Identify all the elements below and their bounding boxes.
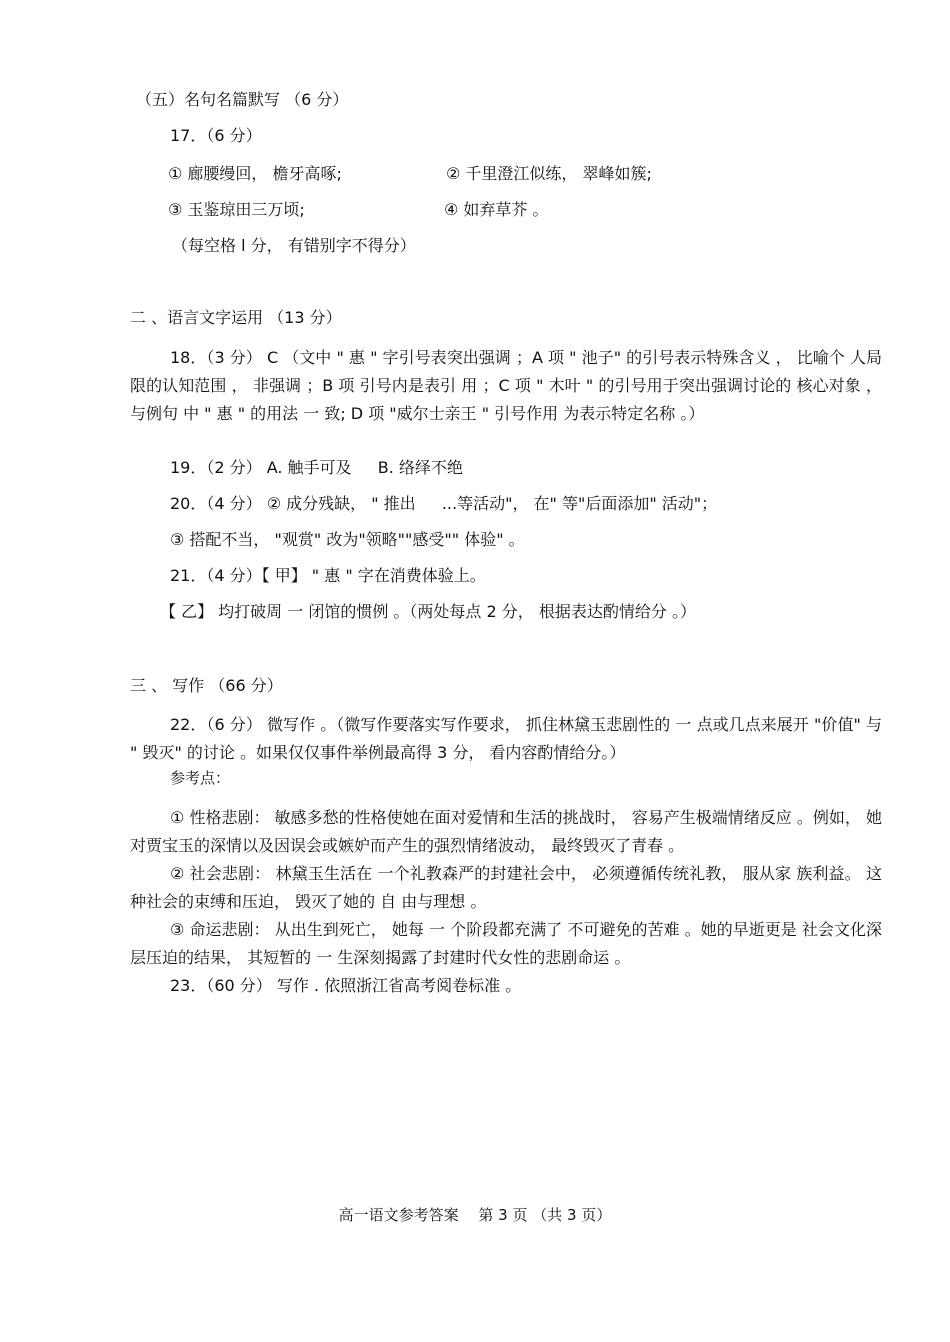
question-23-answer: 23．（60 分） 写作 . 依照浙江省高考阅卷标准 。 xyxy=(170,976,522,995)
question-17-heading: 17．（6 分） xyxy=(170,126,262,145)
question-21-answer-b: 【 乙】 均打破周 一 闭馆的惯例 。（两处每点 2 分， 根据表达酌情给分 。） xyxy=(160,602,696,621)
reference-point-3: ③ 命运悲剧： 从出生到死亡， 她每 一 个阶段都充满了 不可避免的苦难 。她的早逝更是 社会文化深层压迫的结果， 其短暂的 一 生深刻揭露了封建时代女性的悲剧命运 。 xyxy=(130,920,882,967)
answer-17-1: ① 廊腰缦回， 檐牙高啄; xyxy=(168,164,342,183)
question-19-answer: 19．（2 分） A. 触手可及 B. 络绎不绝 xyxy=(170,458,463,477)
question-22-answer: 22．（6 分） 微写作 。（微写作要落实写作要求， 抓住林黛玉悲剧性的 一 点或几点来展开 "价值" 与 " 毁灭" 的讨论 。如果仅仅事件举例最高得 3 分， 看内容酌情给分。） xyxy=(130,715,882,762)
question-18-answer: 18．（3 分） C （文中 " 惠 " 字引号表突出强调 ；A 项 " 池子" 的引号表示特殊含义 ， 比喻个 人局限的认知范围 ， 非强调 ；B 项 引号内是表引 用 ；C 项 " 木叶 " 的引号用于突出强调讨论的 核心对象 ， 与例句 中 " 惠 " 的用法 一 致; D 项 "威尔士亲王 " 引号作用 为表示特定名称 。） xyxy=(130,348,882,423)
answer-17-4: ④ 如弃草芥 。 xyxy=(444,200,549,219)
question-20-answer-b: ③ 搭配不当， "观赏" 改为"领略""感受"" 体验" 。 xyxy=(170,530,525,549)
page-footer: 高一语文参考答案 第 3 页 （共 3 页） xyxy=(338,1206,612,1224)
reference-point-1: ① 性格悲剧： 敏感多愁的性格使她在面对爱情和生活的挑战时， 容易产生极端情绪反应 。例如， 她对贾宝玉的深情以及因误会或嫉妒而产生的强烈情绪波动， 最终毁灭了青春 。 xyxy=(130,808,882,855)
answer-17-3: ③ 玉鉴琼田三万顷; xyxy=(168,200,305,219)
section-five-title: （五）名句名篇默写 （6 分） xyxy=(136,90,349,109)
answer-17-2: ② 千里澄江似练， 翠峰如簇; xyxy=(446,164,652,183)
reference-points-label: 参考点： xyxy=(170,769,231,787)
section-two-title: 二 、语言文字运用 （13 分） xyxy=(130,308,342,327)
section-three-title: 三 、 写作 （66 分） xyxy=(130,676,283,695)
question-21-answer-a: 21．（4 分）【 甲】 " 惠 " 字在消费体验上。 xyxy=(170,566,486,585)
question-20-answer-a: 20．（4 分） ② 成分残缺， " 推出 ...等活动"， 在" 等"后面添加" 活动"； xyxy=(170,494,718,513)
scoring-note-17: （每空格 l 分， 有错别字不得分） xyxy=(172,236,416,255)
reference-point-2: ② 社会悲剧： 林黛玉生活在 一个礼教森严的封建社会中， 必须遵循传统礼教， 服从家 族利益。 这种社会的束缚和压迫， 毁灭了她的 自 由与理想 。 xyxy=(130,864,882,911)
